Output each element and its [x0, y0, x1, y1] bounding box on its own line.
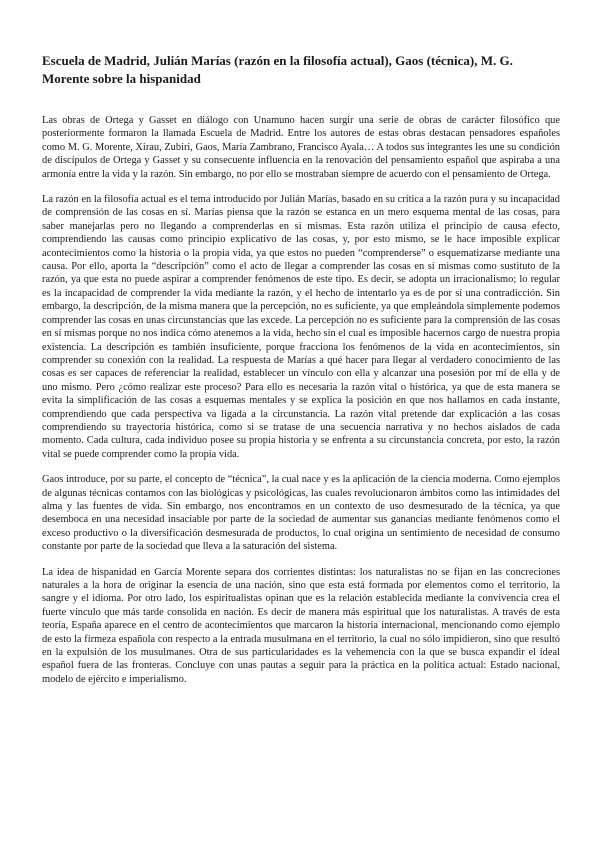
paragraph-julian-marias: La razón en la filosofía actual es el tema introducido por Julián Marías, basado en su crítica a la razón pura y su incapacidad de comprensión de las cosas en sí. Marías piensa que la razón se estanca en un mero esquema mental de las cosas, para saber manejarlas pero no llegando a comprenderlas en sí mismas. Esta razón utiliza el principio de causa efecto, comprendiendo las causas como principio explicativo de las cosas, y, por esto mismo, se le hace imposible explicar acontecimientos como la historia o la propia vida, ya que estos no pueden “comprenderse” o esquematizarse mediante una causa. Por ello, aporta la “descripción” como el acto de llegar a comprender las cosas en sí mismas como sustituto de la razón, ya que esta no puede aspirar a comprender fenómenos de este tipo. Es decir, se adopta un irracionalismo; lo regular es la incapacidad de comprender la vida mediante la razón, y el hecho de intentarlo ya es de por sí una contradicción. Sin embargo, la descripción, de la misma manera que la percepción, no es suficiente, ya que empleándola simplemente podemos comprender las cosas en unas circunstancias que las excede. La percepción no es suficiente para la comprensión de las cosas en sí mismas porque no nos indica cómo atenemos a la vida, hecho sin el cual es imposible hacernos cargo de nuestra propia existencia. La descripción es también insuficiente, porque fracciona los fenómenos de la vida en acontecimientos, sin comprender su conexión con la realidad. La respuesta de Marías a qué hacer para llegar al verdadero conocimiento de las cosas es ser capaces de referenciar la realidad, establecer un vínculo con ella y alcanzar una posesión por mí de ella y de uno mismo. Pero ¿cómo realizar este proceso? Para ello es necesaria la razón vital o histórica, ya que de esta manera se evita la simplificación de las cosas a esquemas mentales y se explica la posición en que nos hallamos en cada instante, comprendiendo que cada perspectiva va ligada a la circunstancia. La razón vital pretende dar explicación a las cosas comprendiendo su trayectoria histórica, como si se tratase de una secuencia narrativa y no hechos aislados de cada momento. Cada cultura, cada individuo posee su propia historia y se enfrenta a su circunstancia concreta, por esto, la razón vital se puede comprender como la propia vida.	[42, 194, 560, 460]
document-title: Escuela de Madrid, Julián Marías (razón en la filosofía actual), Gaos (técnica), M. G. Morente sobre la hispanidad	[42, 53, 513, 86]
paragraph-morente-hispanidad: La idea de hispanidad en García Morente separa dos corrientes distintas: los naturalistas no se fijan en las concreciones naturales a la hora de originar la esencia de una nación, sino que esta está formada por elementos como el territorio, la sangre y el idioma. Por otro lado, los espiritualistas opinan que es la relación establecida mediante la convivencia crea el fuerte vínculo que más tarde consolida en nación. Es decir de manera más espiritual que los naturalistas. A través de esta teoría, España aparece en el centro de acontecimientos que marcaron la historia internacional, mencionando como ejemplo de esto la firmeza española con respecto a la entrada musulmana en el territorio, la cual no sólo impidieron, sino que resultó en la expulsión de los musulmanes. Otra de sus particularidades es la vehemencia con la que se busca expandir el ideal español fuera de las fronteras. Concluye con unas pautas a seguir para la práctica en la política actual: Estado nacional, modelo de ejército e imperialismo.	[42, 566, 560, 685]
paragraph-escuela-de-madrid: Las obras de Ortega y Gasset en diálogo con Unamuno hacen surgir una serie de obras de carácter filosófico que posteriormente formaron la llamada Escuela de Madrid. Entre los autores de estas obras destacan pensadores españoles como M. G. Morente, Xirau, Zubiri, Gaos, María Zambrano, Francisco Ayala… A todos sus integrantes les une su condición de discípulos de Ortega y Gasset y su consecuente influencia en la renovación del pensamiento español que aspiraba a una armonía entre la vida y la razón. Sin embargo, no por ello se mostraban siempre de acuerdo con el pensamiento de Ortega.	[42, 115, 560, 180]
paragraph-gaos-tecnica: Gaos introduce, por su parte, el concepto de “técnica”, la cual nace y es la aplicación de la ciencia moderna. Como ejemplos de algunas técnicas contamos con las biológicas y psicológicas, las cuales revolucionaron ámbitos como las intimidades del alma y las fuentes de vida. Sin embargo, nos encontramos en un contexto de uso desmesurado de la técnica, ya que desemboca en una necesidad insaciable por parte de la sociedad de aumentar sus ganancias mediante fenómenos como el exceso productivo o la diversificación desmesurada de productos, lo cual origina un sentimiento de necesidad de consumo constante por parte de la sociedad que lleva a la saturación del sistema.	[42, 474, 560, 553]
